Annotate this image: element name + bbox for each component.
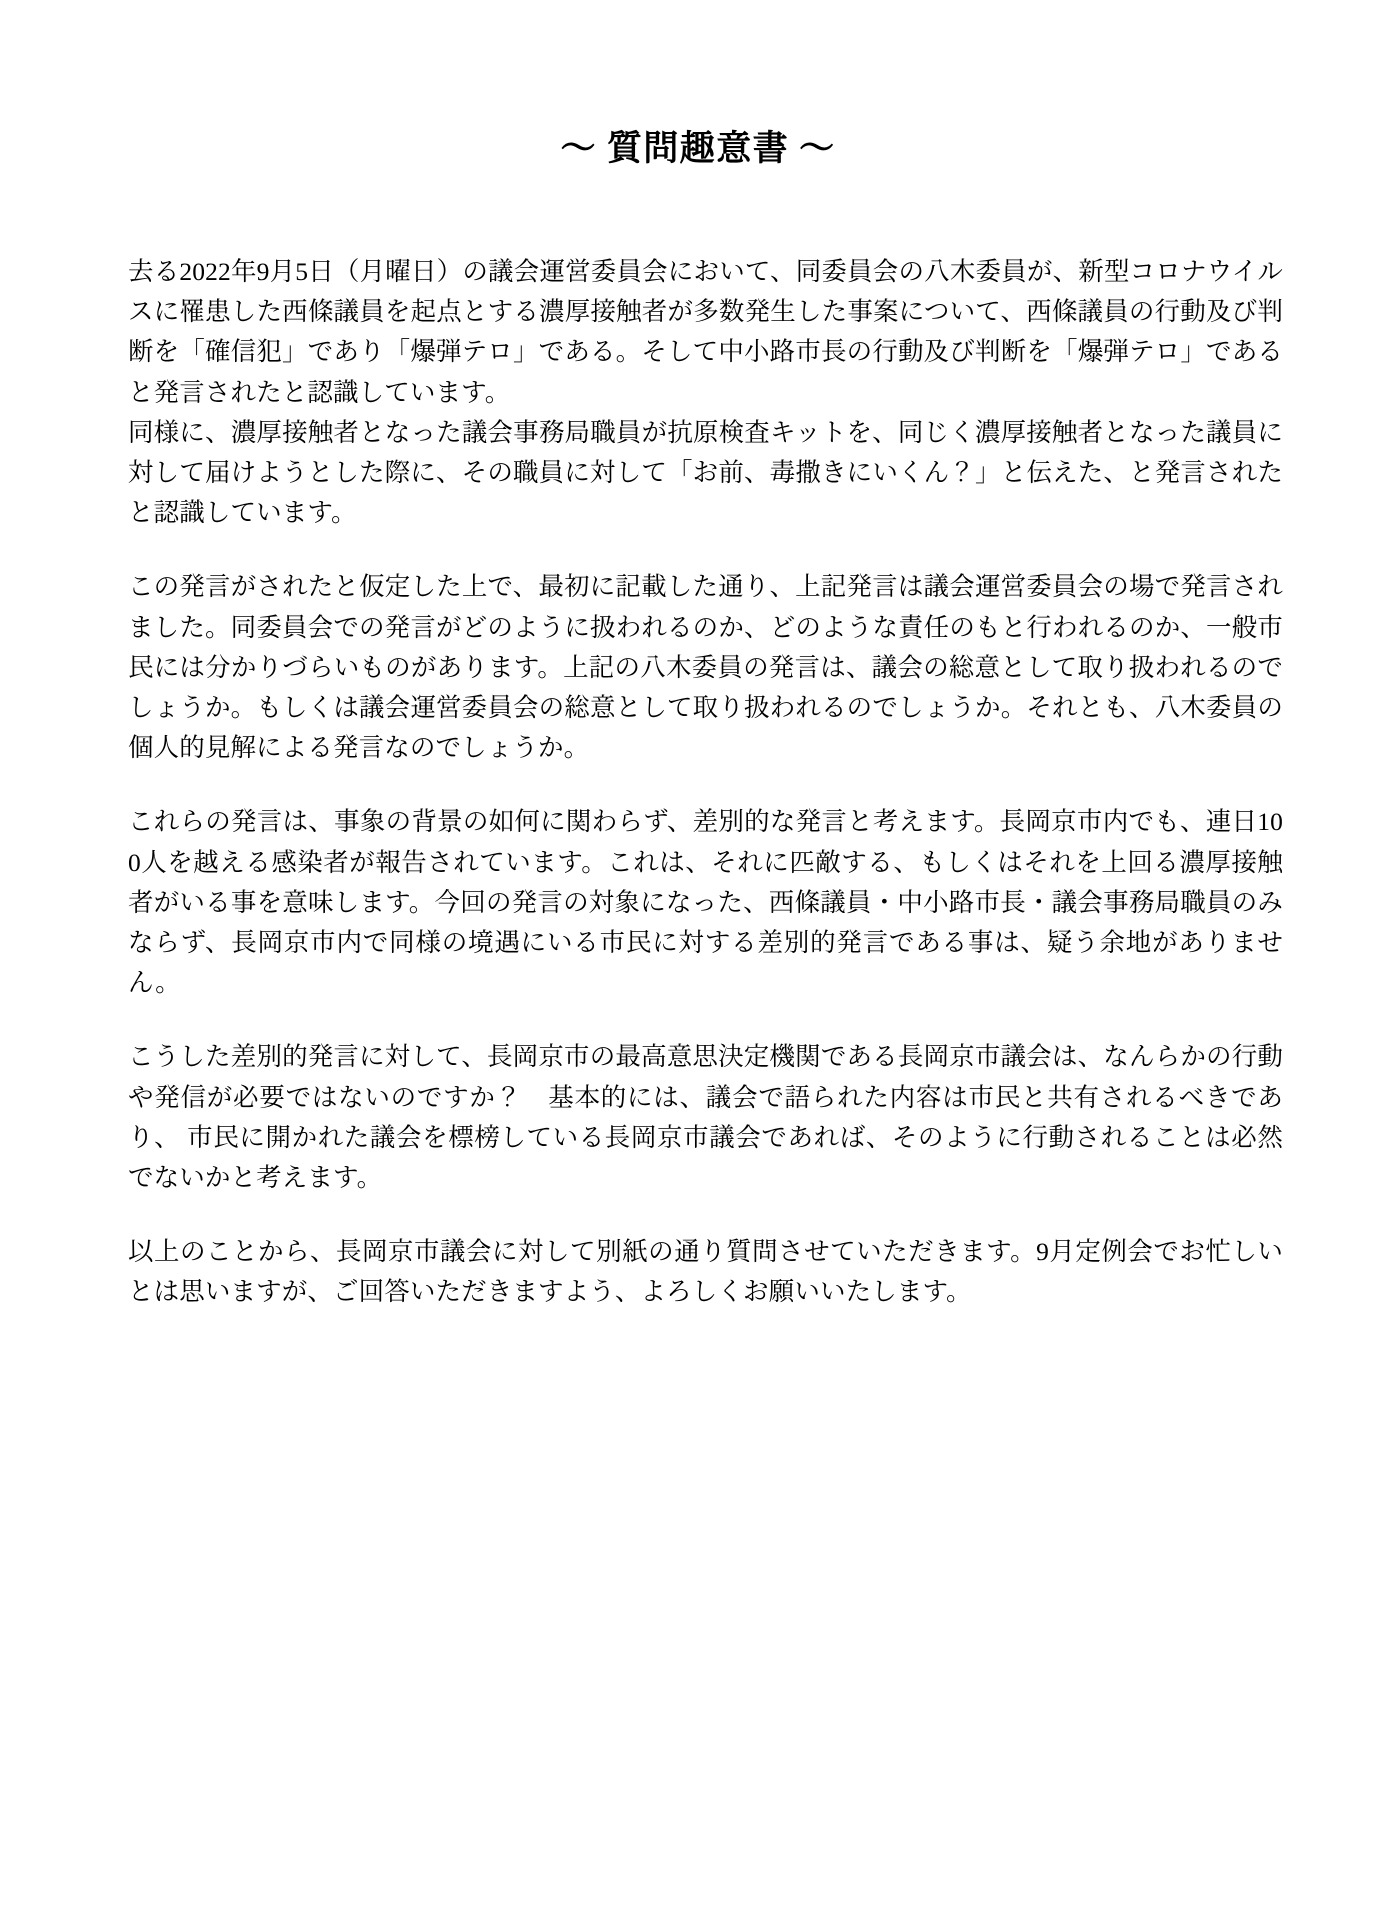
- paragraph-6: 以上のことから、長岡京市議会に対して別紙の通り質問させていただきます。9月定例会でお忙しいとは思いますが、ご回答いただきますよう、よろしくお願いいたします。: [128, 1237, 1283, 1307]
- paragraph-2: 同様に、濃厚接触者となった議会事務局職員が抗原検査キットを、同じく濃厚接触者となった議員に対して届けようとした際に、その職員に対して「お前、毒撒きにいくん？」と伝えた、と発言されたと認識しています。: [128, 417, 1283, 528]
- document-body: [128, 252, 1283, 1313]
- paragraph-3: この発言がされたと仮定した上で、最初に記載した通り、上記発言は議会運営委員会の場で発言されました。同委員会での発言がどのように扱われるのか、どのような責任のもと行われるのか、一般市民には分かりづらいものがあります。上記の八木委員の発言は、議会の総意として取り扱われるのでしょうか。もしくは議会運営委員会の総意として取り扱われるのでしょうか。それとも、八木委員の個人的見解による発言なのでしょうか。: [128, 572, 1283, 763]
- page-title: 〜 質問趣意書 〜: [560, 129, 836, 169]
- paragraph-5: こうした差別的発言に対して、長岡京市の最高意思決定機関である長岡京市議会は、なんらかの行動や発信が必要ではないのですか？ 基本的には、議会で語られた内容は市民と共有されるべきであり、 市民に開かれた議会を標榜している長岡京市議会であれば、そのように行動されることは必然でないかと考えます。: [128, 1042, 1283, 1193]
- paragraph-4: これらの発言は、事象の背景の如何に関わらず、差別的な発言と考えます。長岡京市内でも、連日100人を越える感染者が報告されています。これは、それに匹敵する、もしくはそれを上回る濃厚接触者がいる事を意味します。今回の発言の対象になった、西條議員・中小路市長・議会事務局職員のみならず、長岡京市内で同様の境遇にいる市民に対する差別的発言である事は、疑う余地がありません。: [128, 807, 1283, 998]
- paragraph-1: 去る2022年9月5日（月曜日）の議会運営委員会において、同委員会の八木委員が、新型コロナウイルスに罹患した西條議員を起点とする濃厚接触者が多数発生した事案について、西條議員の行動及び判断を「確信犯」であり「爆弾テロ」である。そして中小路市長の行動及び判断を「爆弾テロ」であると発言されたと認識しています。: [128, 257, 1283, 407]
